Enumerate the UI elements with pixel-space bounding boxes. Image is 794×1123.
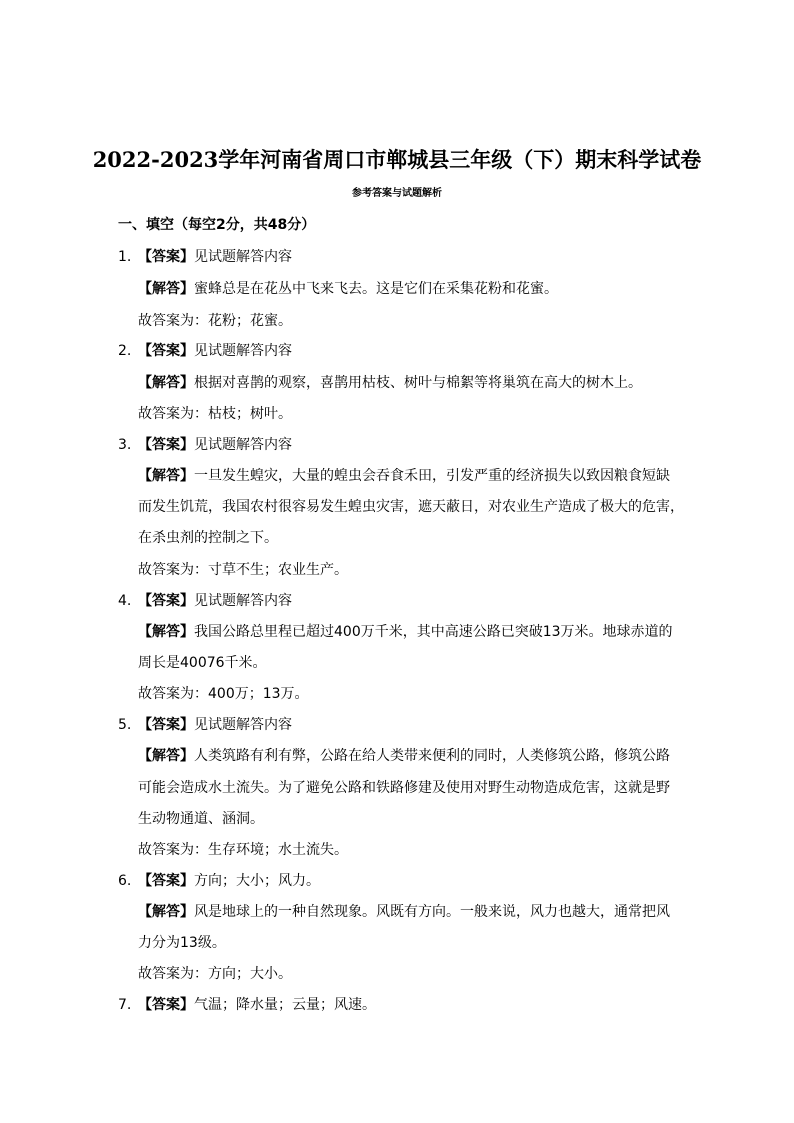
analysis-text: 我国公路总里程已超过400万千米，其中高速公路已突破13万米。地球赤道的 [194, 624, 673, 640]
answer-tag: 【答案】 [138, 873, 194, 889]
analysis-tag: 【解答】 [138, 748, 194, 764]
analysis-text: 一旦发生蝗灾，大量的蝗虫会吞食禾田，引发严重的经济损失以致因粮食短缺 [194, 468, 670, 484]
analysis-line [138, 621, 673, 643]
answer-line [118, 246, 292, 268]
item-number: 6. [118, 873, 132, 889]
answer-text: 方向；大小；风力。 [194, 873, 320, 889]
answer-text: 见试题解答内容 [194, 343, 292, 359]
item-number: 7. [118, 997, 132, 1013]
answer-tag: 【答案】 [138, 997, 194, 1013]
analysis-continuation: 生动物通道、涵洞。 [138, 811, 264, 827]
answer-line [118, 994, 376, 1016]
analysis-line [138, 745, 670, 767]
analysis-continuation: 在杀虫剂的控制之下。 [138, 530, 278, 546]
answer-text: 见试题解答内容 [194, 593, 292, 609]
item-number: 1. [118, 249, 132, 265]
answer-text: 气温；降水量；云量；风速。 [194, 997, 376, 1013]
answer-text: 见试题解答内容 [194, 437, 292, 453]
answer-tag: 【答案】 [138, 593, 194, 609]
page-title: 2022-2023学年河南省周口市郸城县三年级（下）期末科学试卷 [92, 147, 702, 172]
analysis-tag: 【解答】 [138, 624, 194, 640]
answer-line [118, 590, 292, 612]
conclusion-line: 故答案为：生存环境；水土流失。 [138, 842, 348, 858]
analysis-line [138, 465, 670, 487]
answer-tag: 【答案】 [138, 343, 194, 359]
item-number: 5. [118, 717, 132, 733]
answer-text: 见试题解答内容 [194, 249, 292, 265]
section-heading: 一、填空（每空2分，共48分） [118, 217, 316, 233]
answer-tag: 【答案】 [138, 249, 194, 265]
answer-line [118, 714, 292, 736]
analysis-text: 风是地球上的一种自然现象。风既有方向。一般来说，风力也越大，通常把风 [194, 904, 670, 920]
conclusion-line: 故答案为：寸草不生；农业生产。 [138, 562, 348, 578]
analysis-continuation: 力分为13级。 [138, 935, 226, 951]
analysis-tag: 【解答】 [138, 468, 194, 484]
analysis-text: 蜜蜂总是在花丛中飞来飞去。这是它们在采集花粉和花蜜。 [194, 281, 558, 297]
analysis-tag: 【解答】 [138, 375, 194, 391]
analysis-tag: 【解答】 [138, 281, 194, 297]
conclusion-line: 故答案为：枯枝；树叶。 [138, 406, 292, 422]
item-number: 2. [118, 343, 132, 359]
analysis-line [138, 278, 558, 300]
answer-tag: 【答案】 [138, 437, 194, 453]
answer-line [118, 870, 320, 892]
answer-line [118, 340, 292, 362]
analysis-continuation: 而发生饥荒，我国农村很容易发生蝗虫灾害，遮天蔽日，对农业生产造成了极大的危害， [138, 499, 684, 515]
analysis-continuation: 可能会造成水土流失。为了避免公路和铁路修建及使用对野生动物造成危害，这就是野 [138, 780, 670, 796]
item-number: 3. [118, 437, 132, 453]
analysis-line [138, 372, 642, 394]
analysis-text: 人类筑路有利有弊，公路在给人类带来便利的同时，人类修筑公路，修筑公路 [194, 748, 670, 764]
page-subtitle: 参考答案与试题解析 [352, 188, 442, 199]
analysis-text: 根据对喜鹊的观察，喜鹊用枯枝、树叶与棉絮等将巢筑在高大的树木上。 [194, 375, 642, 391]
analysis-line [138, 901, 670, 923]
item-number: 4. [118, 593, 132, 609]
analysis-continuation: 周长是40076千米。 [138, 655, 267, 671]
answer-tag: 【答案】 [138, 717, 194, 733]
answer-text: 见试题解答内容 [194, 717, 292, 733]
analysis-tag: 【解答】 [138, 904, 194, 920]
conclusion-line: 故答案为：400万；13万。 [138, 686, 309, 702]
conclusion-line: 故答案为：花粉；花蜜。 [138, 313, 292, 329]
answer-line [118, 434, 292, 456]
conclusion-line: 故答案为：方向；大小。 [138, 966, 292, 982]
